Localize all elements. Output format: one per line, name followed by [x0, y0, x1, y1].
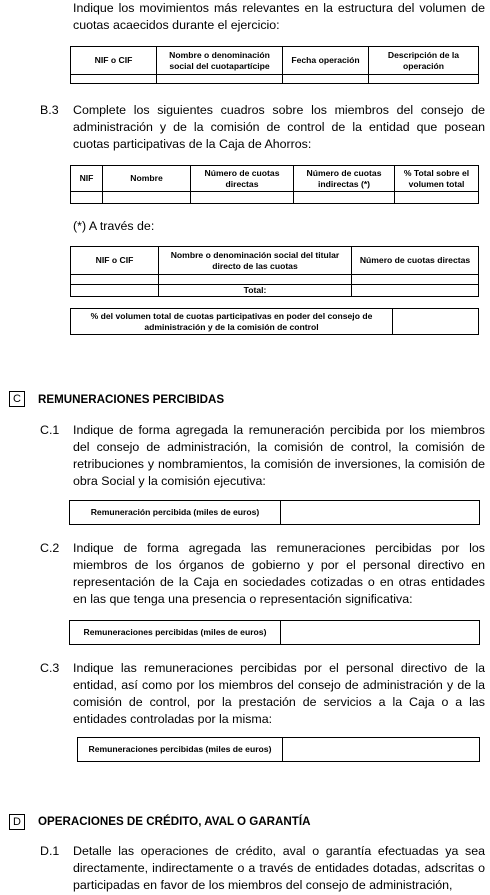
table-total-row: [71, 285, 479, 297]
c3-text: Indique las remuneraciones percibidas por el personal directivo de la entidad, así como por los miembros del consejo de administración y de la comisión de control, por la prestación de servicios a la Caja o a las entidades controladas por la misma:: [73, 661, 485, 726]
d1-number: D.1: [40, 844, 60, 858]
empty-cell[interactable]: [159, 275, 352, 285]
pct-volumen-value[interactable]: [393, 309, 479, 335]
table-header-row: [71, 247, 479, 275]
table-row: [71, 275, 479, 285]
empty-cell[interactable]: [395, 192, 479, 204]
empty-cell[interactable]: [352, 275, 479, 285]
total-label: Total:: [159, 285, 352, 297]
c3-box: [77, 737, 480, 762]
section-c-title: REMUNERACIONES PERCIBIDAS: [38, 393, 225, 406]
c2-number: C.2: [40, 541, 60, 555]
b2-intro-text: Indique los movimientos más relevantes en la estructura del volumen de cuotas acaecidos durante el ejercicio:: [73, 1, 485, 32]
empty-cell[interactable]: [103, 192, 191, 204]
c3-box-label: Remuneraciones percibidas (miles de euros): [78, 738, 283, 762]
traves-label: (*) A través de:: [73, 219, 155, 233]
col-header-nombre: Nombre: [103, 166, 191, 192]
empty-cell[interactable]: [369, 75, 479, 84]
b3-number: B.3: [40, 103, 59, 117]
c1-box-label: Remuneración percibida (miles de euros): [70, 501, 281, 525]
c3-number: C.3: [40, 661, 60, 675]
c2-box: [69, 620, 480, 645]
col-header-cuotas-indirectas: Número de cuotas indirectas (*): [294, 166, 395, 192]
table-header-row: [71, 47, 479, 75]
empty-cell: [71, 285, 159, 297]
col-header-nif: NIF: [71, 166, 103, 192]
c1-text: Indique de forma agregada la remuneración percibida por los miembros del consejo de administración, la comisión de control, la comisión de retribuciones y nombramientos, la comisión de inversiones, la comisión de obra Social y la comisión ejecutiva:: [73, 423, 485, 488]
empty-cell[interactable]: [71, 192, 103, 204]
empty-cell[interactable]: [71, 75, 157, 84]
empty-cell[interactable]: [71, 275, 159, 285]
table-header-row: [71, 166, 479, 192]
col-header-descripcion: Descripción de la operación: [369, 47, 479, 75]
empty-cell[interactable]: [283, 75, 369, 84]
c1-number: C.1: [40, 423, 60, 437]
section-d-box: D: [9, 814, 25, 830]
c1-box: [69, 500, 480, 525]
col-header-nombre: Nombre o denominación social del cuotapartícipe: [157, 47, 283, 75]
table-row: [71, 75, 479, 84]
col-header-cuotas-directas: Número de cuotas directas: [352, 247, 479, 275]
pct-volumen-box: [70, 308, 479, 335]
b3-text: Complete los siguientes cuadros sobre los miembros del consejo de administración y de la comisión de control de la entidad que posean cuotas participativas de la Caja de Ahorros:: [73, 103, 485, 151]
c2-text: Indique de forma agregada las remuneraciones percibidas por los miembros de los órganos de gobierno y por el personal directivo en representación de la Caja en sociedades cotizadas o en otras entidades en las que tenga una presencia o representación significativa:: [73, 541, 485, 606]
col-header-nif-cif: NIF o CIF: [71, 47, 157, 75]
c2-box-value[interactable]: [281, 621, 480, 645]
empty-cell[interactable]: [294, 192, 395, 204]
d1-text: Detalle las operaciones de crédito, aval o garantía efectuadas ya sea directamente, indirectamente o a través de entidades dotadas, adscritas o participadas en favor de los miembros del consejo de administración,: [73, 844, 485, 892]
section-d-title: OPERACIONES DE CRÉDITO, AVAL O GARANTÍA: [38, 815, 311, 828]
col-header-cuotas-directas: Número de cuotas directas: [191, 166, 294, 192]
table-row: [71, 192, 479, 204]
empty-cell[interactable]: [157, 75, 283, 84]
c3-box-value[interactable]: [283, 738, 480, 762]
section-c-box: C: [9, 391, 25, 407]
c2-box-label: Remuneraciones percibidas (miles de euros): [70, 621, 281, 645]
col-header-nif-cif: NIF o CIF: [71, 247, 159, 275]
pct-volumen-label: % del volumen total de cuotas participativas en poder del consejo de administración y de la comisión de control: [71, 309, 393, 335]
total-value-cell[interactable]: [352, 285, 479, 297]
c1-box-value[interactable]: [281, 501, 480, 525]
table-miembros-cuotas: [70, 165, 479, 204]
table-movimientos: [70, 46, 479, 84]
table-traves: [70, 246, 479, 297]
col-header-pct-total: % Total sobre el volumen total: [395, 166, 479, 192]
col-header-titular: Nombre o denominación social del titular directo de las cuotas: [159, 247, 352, 275]
col-header-fecha: Fecha operación: [283, 47, 369, 75]
empty-cell[interactable]: [191, 192, 294, 204]
